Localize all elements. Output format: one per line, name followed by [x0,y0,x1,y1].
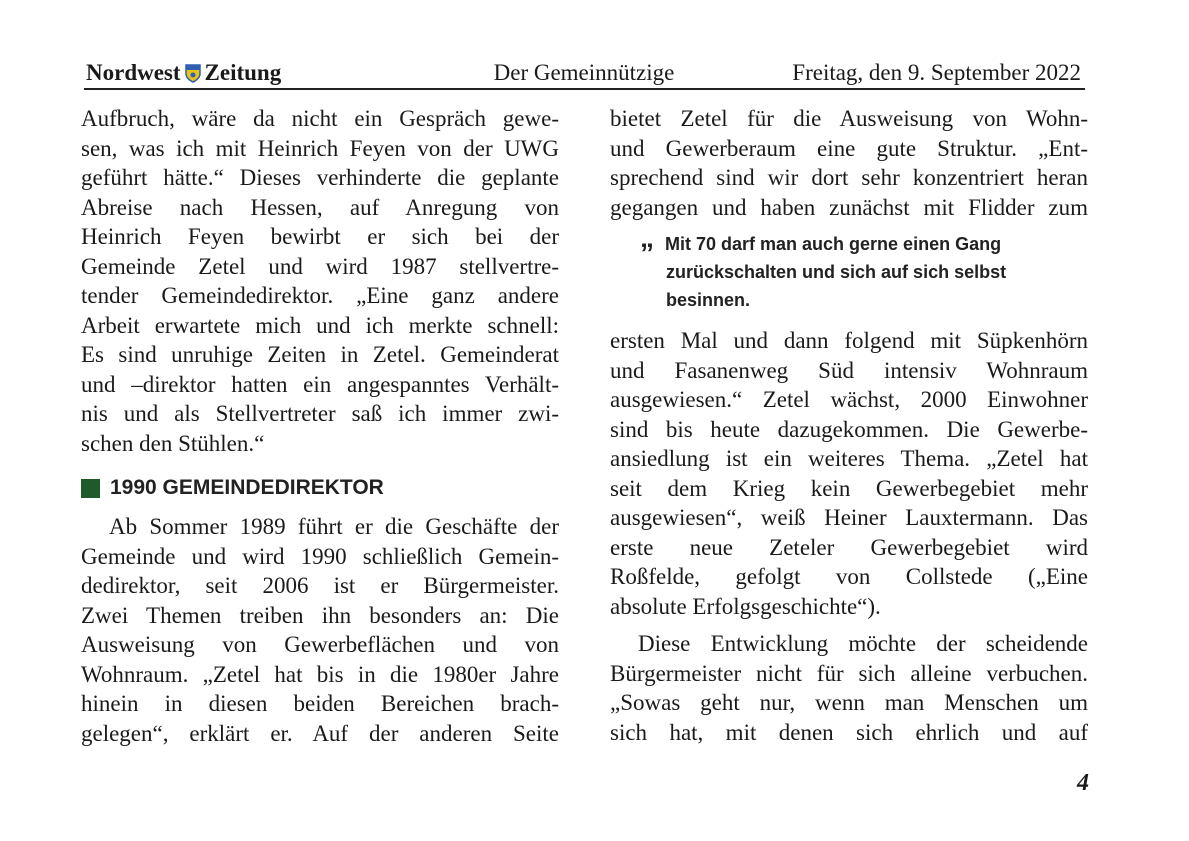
text-line: ausgewiesen“, weiß Heiner Lauxtermann. Das [610,505,1088,530]
right-column [610,104,1088,747]
paragraph [610,326,1088,621]
text-line: Diese Entwicklung möchte der scheidende [638,631,1088,656]
text-line: gegangen und haben zunächst mit Flidder zum [610,194,1088,220]
paragraph [610,629,1088,747]
text-line: Roßfelde, gefolgt von Collstede („Eine [610,564,1088,589]
section-subheading [81,472,559,504]
text-line: Zwei Themen treiben ihn besonders an: Die [81,602,559,628]
square-bullet-icon [81,479,100,498]
masthead-right: Zeitung [204,60,282,85]
text-line: ausgewiesen.“ Zetel wächst, 2000 Einwohner [610,387,1088,412]
text-line: „Sowas geht nur, wenn man Menschen um [610,690,1088,715]
issue-date: Freitag, den 9. September 2022 [792,60,1081,85]
text-line: sich hat, mit denen sich ehrlich und auf [610,719,1088,745]
text-line: und Fasanenweg Süd intensiv Wohnraum [610,357,1088,383]
section-title: Der Gemeinnützige [493,60,675,85]
text-line: Arbeit erwartete mich und ich merkte schnell: [81,312,559,338]
pull-quote [640,222,1088,314]
text-line: hinein in diesen beiden Bereichen brach- [81,691,559,716]
text-line: Es sind unruhige Zeiten in Zetel. Gemeinderat [81,342,559,367]
text-line: gelegen“, erklärt er. Auf der anderen Seite [81,720,559,746]
text-line: ansiedlung ist ein weiteres Thema. „Zetel hat [610,446,1088,471]
quote-mark: „ [640,222,654,253]
text-line: Gemeinde und wird 1990 schließlich Gemein- [81,543,559,569]
text-line: schen den Stühlen.“ [81,430,265,456]
page-number: 4 [1077,770,1089,796]
quote-line: besinnen. [666,290,751,310]
text-line: dedirektor, seit 2006 ist er Bürgermeister. [81,573,559,598]
paragraph [81,104,559,458]
text-line: Ab Sommer 1989 führt er die Geschäfte der [109,514,559,539]
text-line: sprechend sind wir dort sehr konzentriert heran [610,165,1088,190]
text-line: und –direktor hatten ein angespanntes Verhält- [81,371,559,397]
text-line: seit dem Krieg kein Gewerbegebiet mehr [610,475,1088,501]
text-line: tender Gemeindedirektor. „Eine ganz andere [81,283,559,308]
text-line: und Gewerberaum eine gute Struktur. „Ent- [610,135,1088,161]
text-line: Ausweisung von Gewerbeflächen und von [81,632,559,657]
text-line: Heinrich Feyen bewirbt er sich bei der [81,224,559,249]
text-line: Bürgermeister nicht für sich alleine verbuchen. [610,660,1088,686]
paragraph [81,512,559,748]
text-line: Gemeinde Zetel und wird 1987 stellvertre- [81,253,559,279]
left-column [81,104,559,748]
masthead-left: Nordwest [86,60,181,85]
text-line: erste neue Zeteler Gewerbegebiet wird [610,534,1088,560]
text-line: sind bis heute dazugekommen. Die Gewerbe- [610,416,1088,442]
text-line: nis und als Stellvertreter saß ich immer zwi- [81,401,559,426]
text-line: absolute Erfolgsgeschichte“). [610,593,881,619]
text-line: Abreise nach Hessen, auf Anregung von [81,194,559,220]
subheading-text: 1990 GEMEINDEDIREKTOR [110,476,384,500]
text-line: ersten Mal und dann folgend mit Süpkenhörn [610,328,1088,353]
coat-of-arms-icon [185,63,201,82]
quote-line: zurückschalten und sich auf sich selbst [666,262,1007,282]
text-line: bietet Zetel für die Ausweisung von Wohn- [610,106,1088,131]
masthead-logo [86,60,281,86]
text-line: geführt hätte.“ Dieses verhinderte die geplante [81,165,559,190]
text-line: Wohnraum. „Zetel hat bis in die 1980er Jahre [81,661,559,687]
page-header [84,58,1085,90]
quote-line: Mit 70 darf man auch gerne einen Gang [665,234,1002,254]
paragraph [610,104,1088,222]
text-line: Aufbruch, wäre da nicht ein Gespräch gewe- [81,106,559,131]
text-line: sen, was ich mit Heinrich Feyen von der UWG [81,135,559,161]
